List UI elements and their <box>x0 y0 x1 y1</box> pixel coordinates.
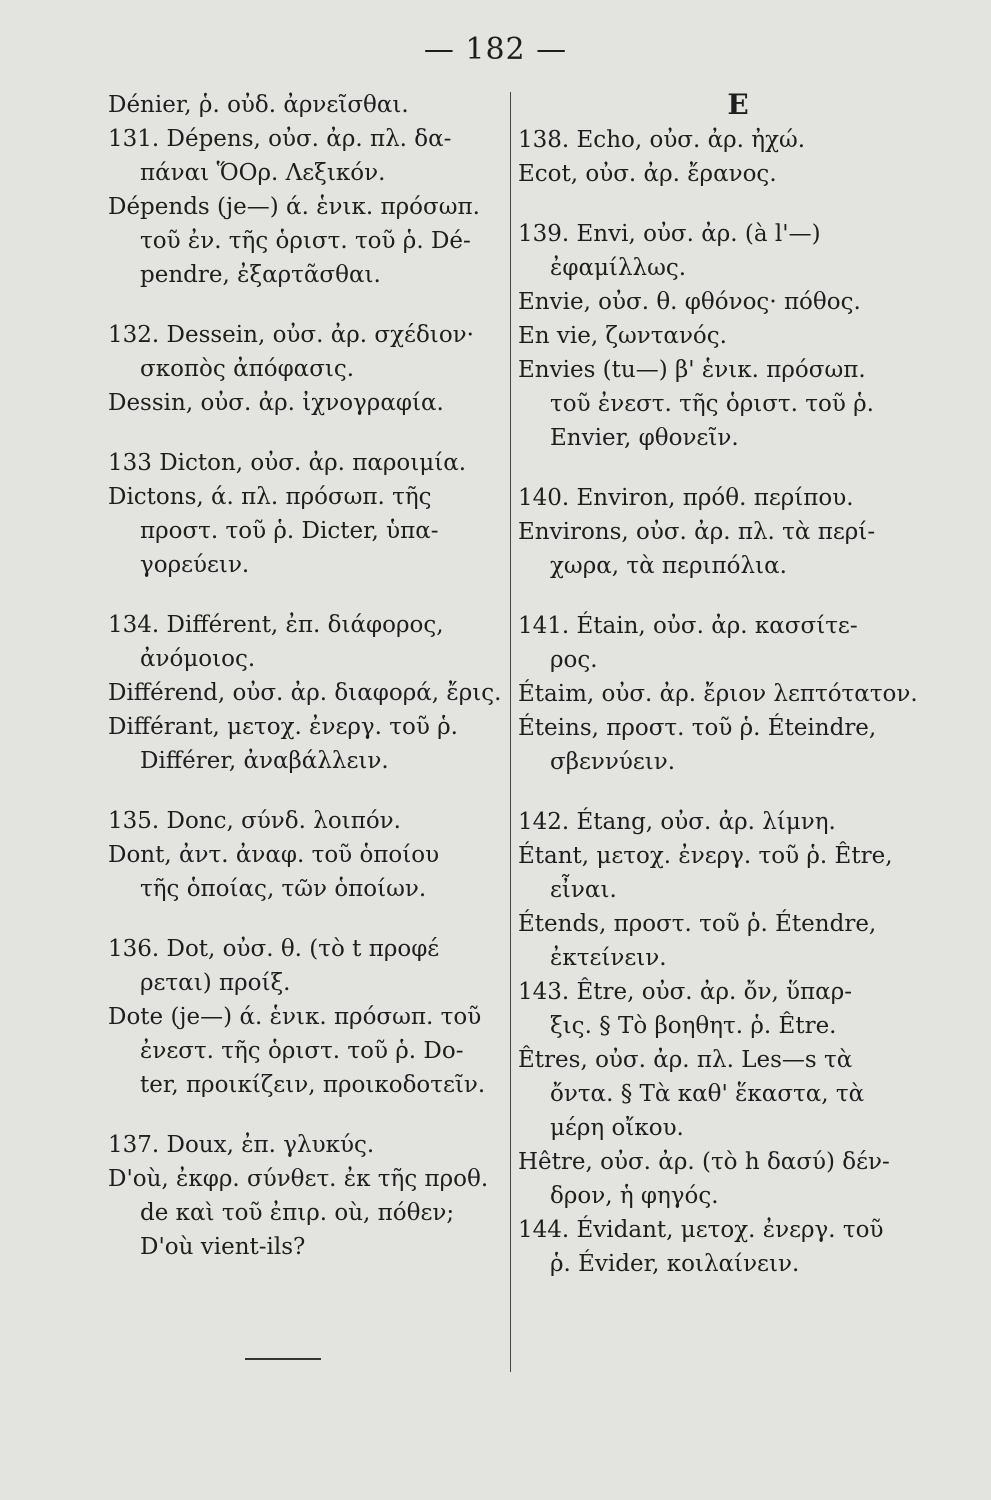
entry-headline: 135. Donc, σύνδ. λοιπόν. <box>108 808 401 834</box>
dictionary-entry <box>518 839 928 907</box>
dictionary-entry <box>518 907 928 975</box>
dictionary-entry <box>518 319 928 353</box>
entry-continuation: ὄντα. § Τὰ καθ' ἕκαστα, τὰ <box>550 1081 865 1107</box>
dictionary-entry <box>518 805 928 839</box>
dictionary-entry <box>108 122 500 190</box>
entry-continuation: γορεύειν. <box>140 552 250 578</box>
entry-headline: 131. Dépens, οὐσ. ἀρ. πλ. δα- <box>108 126 452 152</box>
entry-headline: Étaim, οὐσ. ἀρ. ἔριον λεπτότατον. <box>518 681 918 707</box>
dictionary-entry <box>108 446 500 480</box>
entry-continuation: σβεννύειν. <box>550 749 676 775</box>
entry-continuation: εἶναι. <box>550 877 617 903</box>
entry-headline: En vie, ζωντανός. <box>518 323 727 349</box>
dictionary-entry <box>108 1128 500 1162</box>
dictionary-entry <box>518 711 928 779</box>
entry-headline: 142. Étang, οὐσ. ἀρ. λίμνη. <box>518 809 836 835</box>
entry-continuation: πάναι ὍΟρ. Λεξικόν. <box>140 160 386 186</box>
entry-continuation: τοῦ ἐνεστ. τῆς ὁριστ. τοῦ ῥ. <box>550 391 874 417</box>
entry-headline: Envie, οὐσ. θ. φθόνος· πόθος. <box>518 289 861 315</box>
dictionary-entry <box>518 157 928 191</box>
dictionary-entry <box>518 677 928 711</box>
entry-continuation: Envier, φθονεῖν. <box>550 425 739 451</box>
dictionary-entry <box>518 481 928 515</box>
entry-continuation: pendre, ἐξαρτᾶσθαι. <box>140 262 381 288</box>
entry-continuation: ἀνόμοιος. <box>140 646 256 672</box>
entry-headline: Dessin, οὐσ. ἀρ. ἰχνογραφία. <box>108 390 444 416</box>
entry-continuation: ἐφαμίλλως. <box>550 255 687 281</box>
entry-continuation: τῆς ὁποίας, τῶν ὁποίων. <box>140 876 427 902</box>
left-column <box>108 88 500 1264</box>
column-divider <box>510 92 511 1372</box>
entry-headline: 143. Être, οὐσ. ἀρ. ὄν, ὕπαρ- <box>518 979 852 1005</box>
dictionary-entry <box>108 608 500 676</box>
dictionary-entry <box>518 515 928 583</box>
entry-headline: Différant, μετοχ. ἐνεργ. τοῦ ῥ. <box>108 714 458 740</box>
entry-headline: 141. Étain, οὐσ. ἀρ. κασσίτε- <box>518 613 858 639</box>
end-rule <box>245 1358 321 1360</box>
entry-headline: Dénier, ῥ. οὐδ. ἀρνεῖσθαι. <box>108 92 409 118</box>
entry-headline: 138. Echo, οὐσ. ἀρ. ἠχώ. <box>518 127 806 153</box>
dictionary-entry <box>108 1162 500 1264</box>
entry-headline: Dictons, ά. πλ. πρόσωπ. τῆς <box>108 484 432 510</box>
dictionary-entry <box>518 285 928 319</box>
entry-continuation: τοῦ ἐν. τῆς ὁριστ. τοῦ ῥ. Dé- <box>140 228 471 254</box>
dictionary-entry <box>108 88 500 122</box>
dictionary-entry <box>108 318 500 386</box>
dictionary-entry <box>108 676 500 710</box>
entry-continuation: σκοπὸς ἀπόφασις. <box>140 356 355 382</box>
entry-continuation: μέρη οἴκου. <box>550 1115 684 1141</box>
dictionary-entry <box>518 353 928 455</box>
dictionary-entry <box>108 710 500 778</box>
entry-continuation: χωρα, τὰ περιπόλια. <box>550 553 787 579</box>
entry-headline: Différend, οὐσ. ἀρ. διαφορά, ἔρις. <box>108 680 502 706</box>
dictionary-entry <box>108 932 500 1000</box>
entry-headline: 132. Dessein, οὐσ. ἀρ. σχέδιον· <box>108 322 474 348</box>
entry-continuation: de καὶ τοῦ ἐπιρ. où, πόθεν; <box>140 1200 455 1226</box>
entry-headline: 137. Doux, ἐπ. γλυκύς. <box>108 1132 375 1158</box>
dictionary-entry <box>518 1145 928 1213</box>
section-letter-header: E <box>727 88 749 121</box>
dictionary-entry <box>518 217 928 285</box>
entry-continuation: προστ. τοῦ ῥ. Dicter, ὑπα- <box>140 518 439 544</box>
entry-headline: Envies (tu—) β' ἑνικ. πρόσωπ. <box>518 357 866 383</box>
page-number: — 182 — <box>423 32 568 67</box>
entry-continuation: ter, προικίζειν, προικοδοτεῖν. <box>140 1072 486 1098</box>
entry-headline: Étant, μετοχ. ἐνεργ. τοῦ ῥ. Être, <box>518 843 893 869</box>
entry-continuation: δρον, ἡ φηγός. <box>550 1183 719 1209</box>
dictionary-entry <box>108 480 500 582</box>
entry-headline: 139. Envi, οὐσ. ἀρ. (à l'—) <box>518 221 821 247</box>
dictionary-entry <box>518 1043 928 1145</box>
entry-continuation: ρεται) προίξ. <box>140 970 291 996</box>
dictionary-entry <box>108 1000 500 1102</box>
dictionary-entry <box>108 190 500 292</box>
entry-headline: 136. Dot, οὐσ. θ. (τὸ t προφέ <box>108 936 440 962</box>
entry-continuation: Différer, ἀναβάλλειν. <box>140 748 389 774</box>
entry-headline: Dote (je—) ά. ἑνικ. πρόσωπ. τοῦ <box>108 1004 482 1030</box>
dictionary-entry <box>108 386 500 420</box>
entry-headline: Hêtre, οὐσ. ἀρ. (τὸ h δασύ) δέν- <box>518 1149 890 1175</box>
entry-headline: D'où, ἐκφρ. σύνθετ. ἐκ τῆς προθ. <box>108 1166 489 1192</box>
right-column <box>518 88 928 1281</box>
entry-continuation: ἐνεστ. τῆς ὁριστ. τοῦ ῥ. Do- <box>140 1038 464 1064</box>
dictionary-entry <box>108 838 500 906</box>
entry-headline: Dont, ἀντ. ἀναφ. τοῦ ὁποίου <box>108 842 440 868</box>
entry-headline: 133 Dicton, οὐσ. ἀρ. παροιμία. <box>108 450 467 476</box>
entry-headline: Environs, οὐσ. ἀρ. πλ. τὰ περί- <box>518 519 876 545</box>
entry-headline: Étends, προστ. τοῦ ῥ. Étendre, <box>518 911 877 937</box>
entry-continuation: ρος. <box>550 647 598 673</box>
dictionary-entry <box>518 1213 928 1281</box>
dictionary-entry <box>518 123 928 157</box>
entry-headline: 144. Évidant, μετοχ. ἐνεργ. τοῦ <box>518 1217 884 1243</box>
entry-continuation: ἐκτείνειν. <box>550 945 667 971</box>
dictionary-entry <box>518 975 928 1043</box>
entry-headline: Éteins, προστ. τοῦ ῥ. Éteindre, <box>518 715 877 741</box>
entry-continuation: ξις. § Τὸ βοηθητ. ῥ. Être. <box>550 1013 837 1039</box>
entry-headline: 134. Différent, ἐπ. διάφορος, <box>108 612 444 638</box>
dictionary-entry <box>108 804 500 838</box>
entry-headline: Dépends (je—) ά. ἑνικ. πρόσωπ. <box>108 194 480 220</box>
dictionary-entry <box>518 609 928 677</box>
entry-headline: Ecot, οὐσ. ἀρ. ἔρανος. <box>518 161 777 187</box>
entry-headline: Êtres, οὐσ. ἀρ. πλ. Les—s τὰ <box>518 1047 853 1073</box>
entry-continuation: D'où vient-ils? <box>140 1234 306 1260</box>
entry-headline: 140. Environ, πρόθ. περίπου. <box>518 485 854 511</box>
entry-continuation: ῥ. Évider, κοιλαίνειν. <box>550 1251 800 1277</box>
